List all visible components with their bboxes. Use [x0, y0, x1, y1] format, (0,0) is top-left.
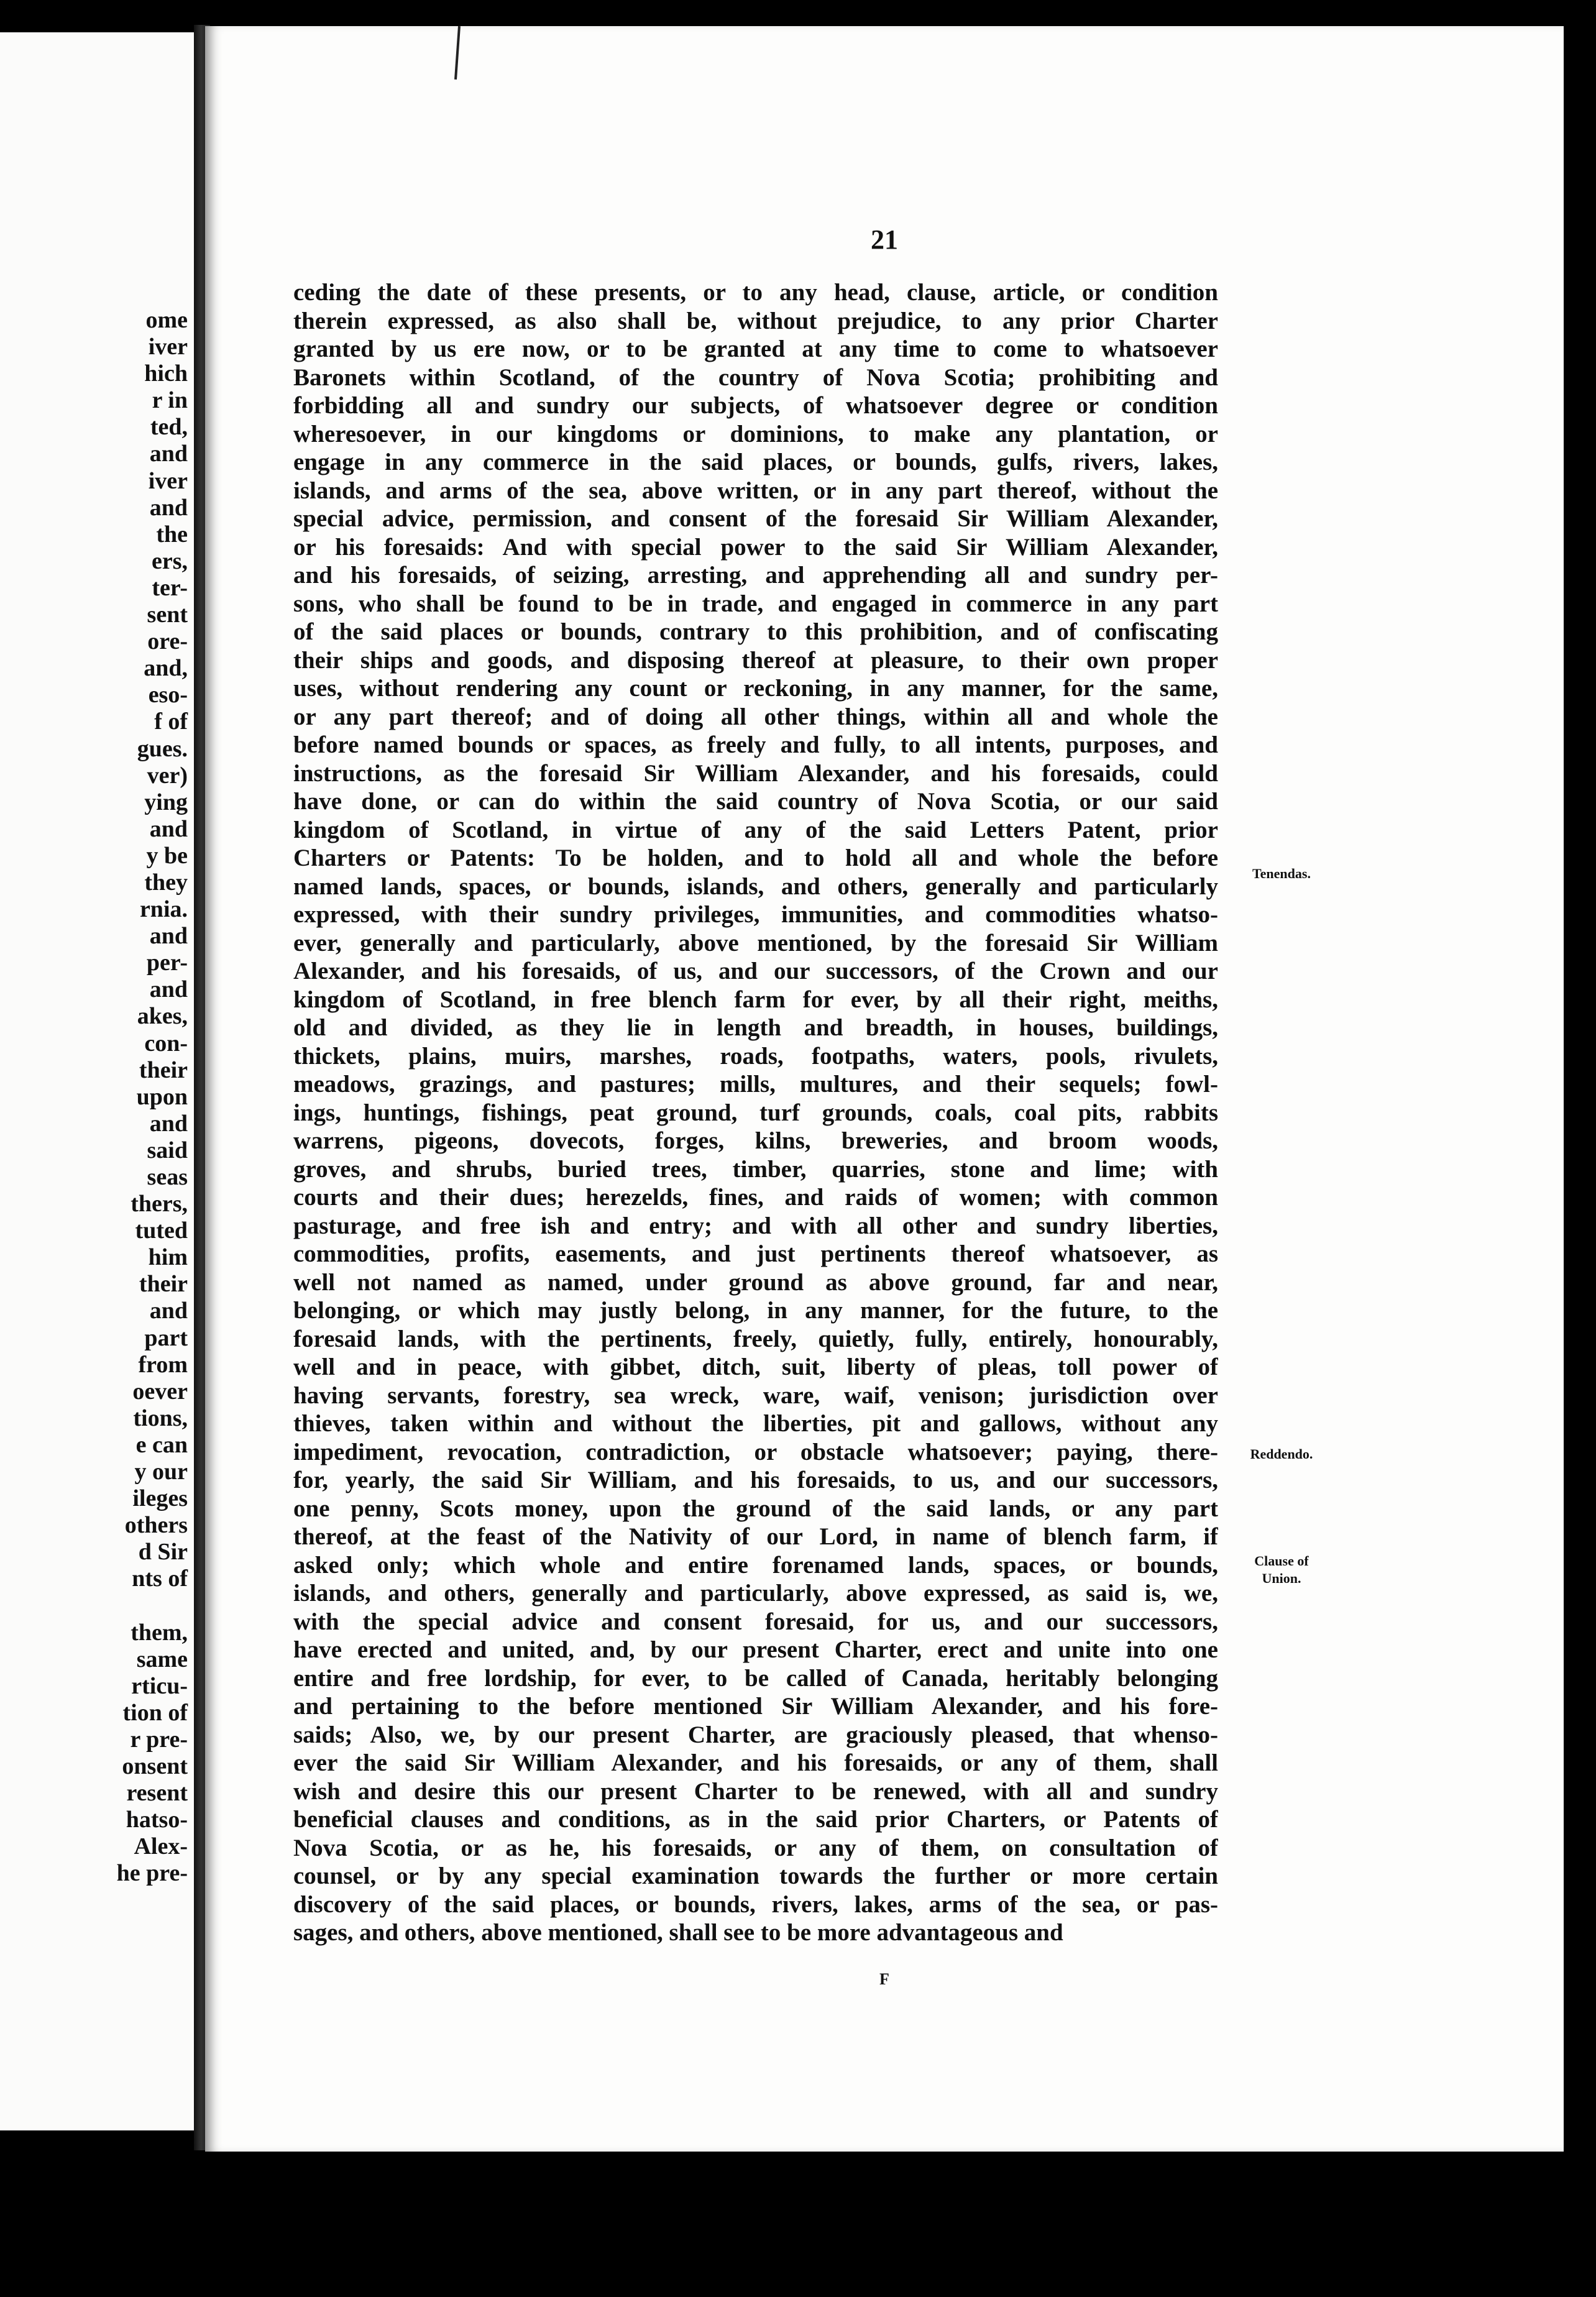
left-line-fragment: from — [138, 1351, 188, 1378]
left-line-fragment: others — [124, 1512, 188, 1539]
text-line: before named bounds or spaces, as freely and fully, to all intents, purposes, and — [293, 731, 1218, 758]
left-line-fragment: hich — [144, 360, 188, 387]
left-line-fragment: sent — [147, 602, 188, 628]
text-line: ceding the date of these presents, or to any head, clause, article, or condition — [293, 279, 1218, 306]
text-line: granted by us ere now, or to be granted at any time to come to whatsoever — [293, 336, 1218, 362]
text-line: or any part thereof; and of doing all other things, within all and whole the — [293, 703, 1218, 730]
left-line-fragment: and — [149, 815, 188, 842]
text-line: ever the said Sir William Alexander, and his foresaids, or any of them, shall — [293, 1749, 1218, 1776]
left-line-fragment: rnia. — [139, 896, 188, 923]
left-line-fragment: eso- — [148, 682, 188, 708]
left-line-fragment: same — [136, 1646, 188, 1672]
text-line: and pertaining to the before mentioned Sir William Alexander, and his fore- — [293, 1693, 1218, 1720]
left-line-fragment: and — [149, 494, 188, 521]
text-line: well not named as named, under ground as above ground, far and near, — [293, 1268, 1218, 1296]
text-line: engage in any commerce in the said places, or bounds, gulfs, rivers, lakes, — [293, 449, 1218, 475]
text-line: entire and free lordship, for ever, to be called of Canada, heritably belonging — [293, 1664, 1218, 1692]
left-line-fragment: resent — [126, 1780, 188, 1807]
left-line-fragment: and — [149, 976, 188, 1003]
left-line-fragment: and, — [144, 655, 188, 682]
left-line-fragment: iver — [148, 334, 188, 360]
left-line-fragment: ter- — [152, 574, 188, 601]
left-line-fragment: ore- — [147, 628, 188, 655]
signature-mark: F — [879, 1970, 889, 1988]
left-line-fragment — [117, 1593, 188, 1620]
text-line: ever, generally and particularly, above mentioned, by the foresaid Sir William — [293, 929, 1218, 956]
margin-note-reddendo: Reddendo. — [1250, 1446, 1313, 1462]
left-line-fragment: him — [148, 1244, 188, 1271]
left-line-fragment: ying — [144, 789, 188, 815]
left-line-fragment: them, — [131, 1619, 188, 1646]
text-line: sages, and others, above mentioned, shall see to be more advantageous and — [293, 1919, 1063, 1946]
text-line: sons, who shall be found to be in trade, and engaged in commerce in any part — [293, 590, 1218, 617]
margin-note-tenendas: Tenendas. — [1252, 866, 1311, 881]
left-page-line-fragments — [117, 307, 188, 1887]
margin-note-clause-of-union-line1: Clause of — [1254, 1553, 1309, 1569]
left-line-fragment: seas — [147, 1164, 188, 1190]
margin-note-clause-of-union-line2: Union. — [1262, 1570, 1301, 1586]
text-line: with the special advice and consent foresaid, for us, and our successors, — [293, 1608, 1218, 1635]
left-line-fragment: e can — [135, 1431, 188, 1458]
text-line: have erected and united, and, by our present Charter, erect and unite into one — [293, 1636, 1218, 1663]
left-line-fragment: and — [149, 441, 188, 467]
text-line: or his foresaids: And with special power to the said Sir William Alexander, — [293, 533, 1218, 561]
text-line: have done, or can do within the said country of Nova Scotia, or our said — [293, 788, 1218, 815]
left-line-fragment: tuted — [135, 1217, 188, 1244]
left-line-fragment: oever — [132, 1378, 188, 1405]
left-line-fragment: r in — [152, 387, 188, 414]
text-line: counsel, or by any special examination towards the further or more certain — [293, 1863, 1218, 1889]
text-line: warrens, pigeons, dovecots, forges, kilns, breweries, and broom woods, — [293, 1127, 1218, 1154]
text-line: uses, without rendering any count or reckoning, in any manner, for the same, — [293, 675, 1218, 702]
left-line-fragment: ers, — [151, 548, 188, 574]
text-line: of the said places or bounds, contrary to this prohibition, and of confiscating — [293, 618, 1218, 645]
text-line: thereof, at the feast of the Nativity of our Lord, in name of blench farm, if — [293, 1523, 1218, 1550]
left-line-fragment: thers, — [131, 1191, 188, 1217]
left-line-fragment: nts of — [132, 1566, 188, 1592]
left-line-fragment: Alex- — [134, 1833, 188, 1860]
text-line: discovery of the said places, or bounds, rivers, lakes, arms of the sea, or pas- — [293, 1891, 1218, 1918]
text-line: groves, and shrubs, buried trees, timber, quarries, stone and lime; with — [293, 1155, 1218, 1183]
right-page — [205, 26, 1564, 2152]
text-line: meadows, grazings, and pastures; mills, multures, and their sequels; fowl- — [293, 1071, 1218, 1098]
left-page-fragment — [0, 32, 194, 2130]
text-line: Nova Scotia, or as he, his foresaids, or any of them, on consultation of — [293, 1834, 1218, 1861]
left-line-fragment: ileges — [132, 1485, 188, 1512]
left-line-fragment: rticu- — [131, 1672, 188, 1699]
text-line: therein expressed, as also shall be, without prejudice, to any prior Charter — [293, 307, 1218, 334]
text-line: forbidding all and sundry our subjects, of whatsoever degree or condition — [293, 392, 1218, 419]
left-line-fragment: they — [144, 869, 188, 896]
left-line-fragment: upon — [136, 1083, 188, 1110]
left-line-fragment: and — [149, 1110, 188, 1137]
left-line-fragment: per- — [146, 950, 188, 976]
text-line: Baronets within Scotland, of the country of Nova Scotia; prohibiting and — [293, 364, 1218, 391]
left-line-fragment: tion of — [122, 1699, 188, 1726]
text-line: thieves, taken within and without the liberties, pit and gallows, without any — [293, 1410, 1218, 1437]
left-line-fragment: iver — [148, 467, 188, 494]
margin-note-clause-of-union — [1232, 1552, 1331, 1587]
left-line-fragment: r pre- — [130, 1726, 188, 1753]
text-line: Alexander, and his foresaids, of us, and our successors, of the Crown and our — [293, 958, 1218, 984]
left-line-fragment: and — [149, 1298, 188, 1324]
left-line-fragment: hatso- — [126, 1807, 188, 1833]
text-line: kingdom of Scotland, in free blench farm for ever, by all their right, meiths, — [293, 986, 1218, 1013]
left-line-fragment: tions, — [133, 1405, 188, 1431]
text-line: for, yearly, the said Sir William, and his foresaids, to us, and our successors, — [293, 1467, 1218, 1493]
left-line-fragment: ome — [145, 307, 188, 333]
text-line: old and divided, as they lie in length and breadth, in houses, buildings, — [293, 1014, 1218, 1041]
text-line: and his foresaids, of seizing, arresting, and apprehending all and sundry per- — [293, 562, 1218, 589]
text-line: beneficial clauses and conditions, as in the said prior Charters, or Patents of — [293, 1806, 1218, 1833]
text-line: special advice, permission, and consent of the foresaid Sir William Alexander, — [293, 505, 1218, 532]
left-line-fragment: he pre- — [116, 1860, 188, 1887]
page-number: 21 — [871, 224, 898, 255]
text-line: named lands, spaces, or bounds, islands, and others, generally and particularly — [293, 873, 1218, 900]
left-line-fragment: and — [149, 923, 188, 950]
left-line-fragment: y our — [134, 1459, 188, 1485]
text-line: impediment, revocation, contradiction, or obstacle whatsoever; paying, there- — [293, 1438, 1218, 1465]
left-line-fragment: con- — [144, 1030, 188, 1057]
text-line: thickets, plains, muirs, marshes, roads, footpaths, waters, pools, rivulets, — [293, 1042, 1218, 1070]
left-line-fragment: part — [144, 1324, 188, 1351]
left-line-fragment: ver) — [147, 762, 188, 789]
text-line: well and in peace, with gibbet, ditch, suit, liberty of pleas, toll power of — [293, 1354, 1218, 1380]
text-line: ings, huntings, fishings, peat ground, turf grounds, coals, coal pits, rabbits — [293, 1099, 1218, 1126]
left-line-fragment: said — [147, 1137, 188, 1163]
text-line: wheresoever, in our kingdoms or dominions, to make any plantation, or — [293, 420, 1218, 447]
text-line: commodities, profits, easements, and just pertinents thereof whatsoever, as — [293, 1240, 1218, 1267]
body-text — [293, 278, 1218, 1947]
text-line: saids; Also, we, by our present Charter, are graciously pleased, that whenso- — [293, 1721, 1218, 1748]
text-line: expressed, with their sundry privileges, immunities, and commodities whatso- — [293, 901, 1218, 928]
left-line-fragment: d Sir — [138, 1539, 188, 1566]
text-line: one penny, Scots money, upon the ground of the said lands, or any part — [293, 1495, 1218, 1522]
text-line: their ships and goods, and disposing thereof at pleasure, to their own proper — [293, 646, 1218, 674]
left-line-fragment: y be — [146, 842, 188, 869]
left-line-fragment: ted, — [150, 414, 188, 441]
text-line: wish and desire this our present Charter to be renewed, with all and sundry — [293, 1777, 1218, 1805]
left-line-fragment: onsent — [122, 1753, 188, 1780]
text-line: instructions, as the foresaid Sir William Alexander, and his foresaids, could — [293, 759, 1218, 787]
text-line: kingdom of Scotland, in virtue of any of the said Letters Patent, prior — [293, 816, 1218, 843]
text-line: islands, and others, generally and particularly, above expressed, as said is, we, — [293, 1580, 1218, 1607]
text-line: Charters or Patents: To be holden, and to hold all and whole the before — [293, 845, 1218, 871]
text-line: pasturage, and free ish and entry; and with all other and sundry liberties, — [293, 1212, 1218, 1239]
left-line-fragment: their — [139, 1271, 188, 1298]
pencil-mark — [454, 26, 461, 80]
text-line: courts and their dues; herezelds, fines, and raids of women; with common — [293, 1184, 1218, 1211]
left-line-fragment: gues. — [137, 735, 188, 762]
text-line: foresaid lands, with the pertinents, freely, quietly, fully, entirely, honourably, — [293, 1325, 1218, 1352]
text-line: islands, and arms of the sea, above written, or in any part thereof, without the — [293, 477, 1218, 504]
text-line: asked only; which whole and entire forenamed lands, spaces, or bounds, — [293, 1551, 1218, 1579]
left-line-fragment: their — [139, 1057, 188, 1083]
text-line: belonging, or which may justly belong, in any manner, for the future, to the — [293, 1297, 1218, 1324]
left-line-fragment: the — [156, 521, 188, 548]
left-line-fragment: f of — [154, 708, 188, 735]
left-line-fragment: akes, — [137, 1003, 188, 1030]
text-line: having servants, forestry, sea wreck, ware, waif, venison; jurisdiction over — [293, 1382, 1218, 1409]
